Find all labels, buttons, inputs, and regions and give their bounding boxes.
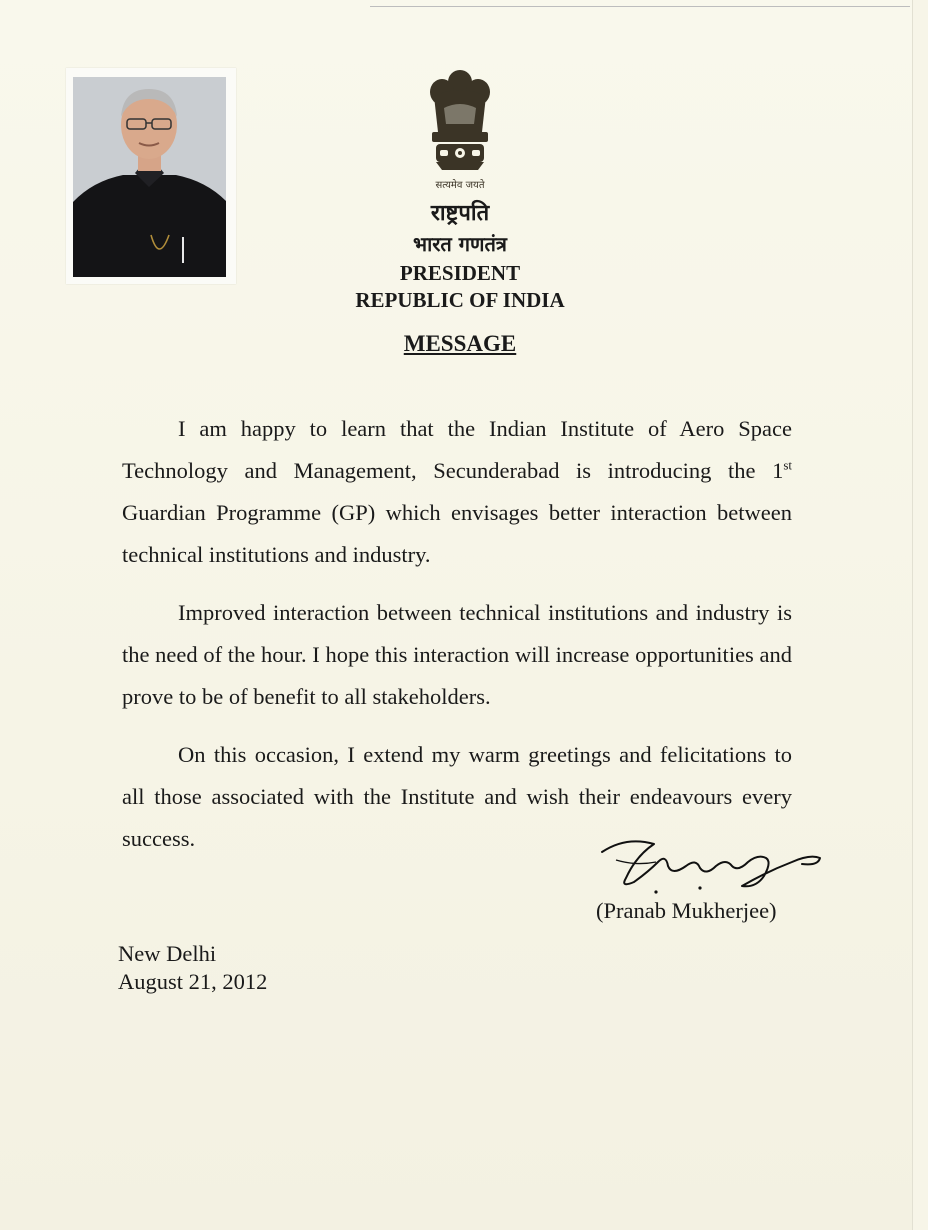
portrait-photo-frame [66,68,236,284]
hindi-subtitle: भारत गणतंत्र [413,232,507,256]
place: New Delhi [118,941,217,966]
signer-name: (Pranab Mukherjee) [596,898,777,923]
signature-scribble [596,832,828,898]
paragraph-3: On this occasion, I extend my warm greetings and felicitations to all those associated with the Institute and wish their endeavours every success. [122,742,792,851]
message-heading: MESSAGE [403,331,517,356]
letterhead-title: PRESIDENT [399,261,521,285]
national-emblem [422,66,498,194]
hindi-title: राष्ट्रपति [430,201,490,226]
paragraph-1 [122,408,792,576]
paragraph-1-part-1: I am happy to learn that the Indian Institute of Aero Space Technology and Management, Secunderabad is introducing the 1 [122,416,792,483]
date: August 21, 2012 [118,969,268,994]
ordinal-suffix: st [783,457,792,473]
portrait-illustration [73,77,226,277]
emblem-motto: सत्यमेव जयते [435,180,485,191]
portrait-photo [73,77,226,277]
letterhead-subtitle: REPUBLIC OF INDIA [355,288,565,312]
top-edge-line [370,6,910,7]
handwritten-signature [596,832,828,898]
paragraph-2: Improved interaction between technical institutions and industry is the need of the hour. I hope this interaction will increase opportunities and prove to be of benefit to all stakeholders. [122,600,792,709]
lion-capital-emblem [422,66,498,194]
paragraph-1-part-2: Guardian Programme (GP) which envisages better interaction between technical institutions and industry. [122,500,792,567]
